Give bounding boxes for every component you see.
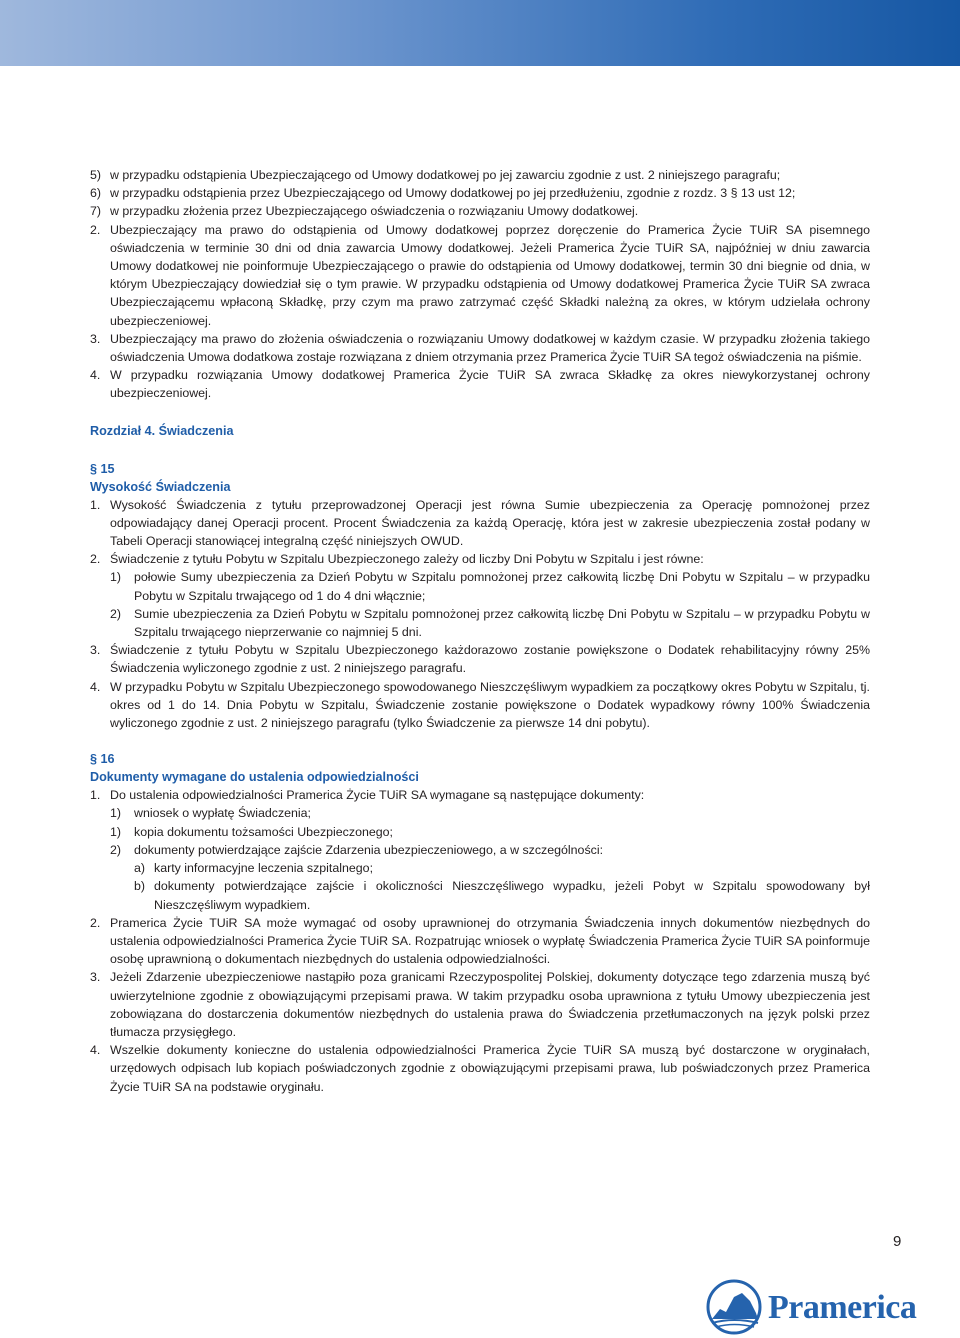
item-number: 1. (90, 497, 101, 512)
sub-list-item (90, 605, 870, 641)
item-text: Ubezpieczający ma prawo do złożenia oświadczenia o rozwiązaniu Umowy dodatkowej w każdym czasie. W przypadku złożenia takiego oświadczenia Umowa dodatkowa zostaje rozwiązana z dniem otrzymania przez Pramerica Życie TUiR SA tegoż oświadczenia na piśmie. (110, 331, 870, 365)
item-text: Pramerica Życie TUiR SA może wymagać od osoby uprawnionej do otrzymania Świadczenia innych dokumentów niezbędnych do ustalenia odpowiedzialności Pramerica Życie TUiR SA. Rozpatrując wniosek o wypłatę Świadczenia Pramerica Życie TUiR SA poinformuje osobę uprawnioną o dokumentach niezbędnych do ustalenia odpowiedzialności. (110, 915, 870, 967)
sub-sub-list-item (90, 877, 870, 913)
list-item (90, 496, 870, 551)
list-item (90, 550, 870, 568)
item-number: 2) (110, 842, 122, 857)
item-text: w przypadku odstąpienia Ubezpieczającego od Umowy dodatkowej po jej zawarciu zgodnie z ust. 2 niniejszego paragrafu; (110, 168, 781, 182)
logo-text: Pramerica (768, 1289, 917, 1326)
section-15-number: § 15 (90, 461, 115, 476)
list-item (90, 914, 870, 969)
item-text: Ubezpieczający ma prawo do odstąpienia od Umowy dodatkowej poprzez doręczenie do Pramerica Życie TUiR SA pisemnego oświadczenia w terminie 30 dni od dnia zawarcia Umowy dodatkowej. Jeżeli Pramerica Życie TUiR SA, najpóźniej w dniu zawarcia Umowy dodatkowej nie poinformuje Ubezpieczającego o prawie do odstąpienia od Umowy dodatkowej, termin 30 dni biegnie od dnia, w którym Ubezpieczający dowiedział się o tym prawie. W przypadku odstąpienia od Umowy dodatkowej Pramerica Życie TUiR SA zwraca Ubezpieczającemu wpłaconą Składkę, przy czym ma prawo zatrzymać część Składki należną za okres, w którym udzielała ochrony ubezpieczeniowej. (110, 222, 870, 328)
item-number: 4. (90, 1043, 101, 1058)
item-text: Świadczenie z tytułu Pobytu w Szpitalu Ubezpieczonego każdorazowo zostanie powiększone o Dodatek rehabilitacyjny równy 25% Świadczenia wyliczonego zgodnie z ust. 2 niniejszego paragrafu. (110, 643, 870, 676)
item-number: 3. (90, 331, 101, 346)
list-item (90, 202, 870, 220)
top-list (90, 166, 870, 221)
item-text: Sumie ubezpieczenia za Dzień Pobytu w Szpitalu pomnożonej przez całkowitą liczbę Dni Pobytu w Szpitalu – w przypadku Pobytu w Szpitalu trwającego nieprzerwanie co najmniej 5 dni. (134, 606, 870, 640)
list-item (90, 968, 870, 1041)
item-text: dokumenty potwierdzające zajście i okoliczności Nieszczęśliwego wypadku, jeżeli Pobyt w Szpitalu spowodowany był Nieszczęśliwym wypadkiem. (154, 879, 870, 912)
sub-list-item (90, 823, 870, 841)
list-item (90, 678, 870, 733)
list-item (90, 184, 870, 202)
item-number: 4. (90, 679, 101, 694)
item-number: 3. (90, 643, 101, 658)
section-16-title: Dokumenty wymagane do ustalenia odpowiedzialności (90, 770, 419, 785)
item-text: kopia dokumentu tożsamości Ubezpieczonego; (134, 824, 393, 839)
item-number: 2. (90, 915, 101, 930)
list-item (90, 166, 870, 184)
item-text: w przypadku odstąpienia przez Ubezpieczającego od Umowy dodatkowej po jej przedłużeniu, zgodnie z rozdz. 3 § 13 ust 12; (110, 186, 796, 201)
chapter-title: Rozdział 4. Świadczenia (90, 423, 234, 438)
item-text: dokumenty potwierdzające zajście Zdarzenia ubezpieczeniowego, a w szczególności: (134, 842, 604, 857)
item-text: W przypadku rozwiązania Umowy dodatkowej Pramerica Życie TUiR SA zwraca Składkę za okres niewykorzystanej ochrony ubezpieczeniowej. (110, 368, 870, 401)
main-list (90, 221, 870, 403)
list-item (90, 641, 870, 677)
list-item (90, 330, 870, 366)
header-band (0, 0, 960, 66)
item-text: Świadczenie z tytułu Pobytu w Szpitalu Ubezpieczonego zależy od liczby Dni Pobytu w Szpitalu i jest równe: (110, 552, 704, 567)
section-15-title: Wysokość Świadczenia (90, 479, 231, 494)
pramerica-logo (706, 1279, 936, 1335)
item-text: Wszelkie dokumenty konieczne do ustalenia odpowiedzialności Pramerica Życie TUiR SA muszą być dostarczone w oryginałach, urzędowych odpisach lub kopiach poświadczonych zgodnie z obowiązującymi przepisami prawa, lub poświadczonych przez Pramerica Życie TUiR SA na podstawie oryginału. (110, 1043, 870, 1094)
item-text: Jeżeli Zdarzenie ubezpieczeniowe nastąpiło poza granicami Rzeczypospolitej Polskiej, dokumenty dotyczące tego zdarzenia muszą być uwierzytelnione zgodnie z obowiązującymi przepisami prawa. W takim przypadku osoba uprawniona z tytułu Umowy ubezpieczenia jest zobowiązana do dostarczenia dokumentów niezbędnych do ustalenia prawa do Świadczenia przetłumaczonych na język polski przez tłumacza przysięgłego. (110, 970, 870, 1039)
item-number: 5) (90, 168, 102, 182)
sub-list-item (90, 804, 870, 822)
item-number: 6) (90, 186, 102, 201)
item-number: 1) (110, 806, 122, 821)
list-item (90, 786, 870, 804)
item-number: 3. (90, 970, 101, 985)
item-text: w przypadku złożenia przez Ubezpieczającego oświadczenia o rozwiązaniu Umowy dodatkowej. (110, 204, 639, 219)
page-number: 9 (893, 1233, 902, 1250)
document-body (90, 166, 870, 1096)
item-number: 2. (90, 552, 101, 567)
sub-list-item (90, 841, 870, 859)
sub-list-item (90, 568, 870, 604)
item-text: Do ustalenia odpowiedzialności Pramerica Życie TUiR SA wymagane są następujące dokumenty: (110, 788, 645, 803)
item-number: 1. (90, 788, 101, 803)
item-text: wniosek o wypłatę Świadczenia; (134, 806, 312, 821)
item-number: 7) (90, 204, 102, 219)
list-item (90, 221, 870, 330)
rock-of-gibraltar-icon (706, 1279, 764, 1335)
item-text: połowie Sumy ubezpieczenia za Dzień Pobytu w Szpitalu pomnożonej przez całkowitą liczbę Dni Pobytu w Szpitalu – w przypadku Pobytu w Szpitalu trwającego od 1 do 4 dni włącznie; (134, 570, 870, 603)
item-text: karty informacyjne leczenia szpitalnego; (154, 861, 374, 876)
item-number: a) (134, 861, 146, 876)
item-number: 4. (90, 368, 101, 383)
list-item (90, 366, 870, 402)
item-number: 2) (110, 606, 122, 621)
item-text: W przypadku Pobytu w Szpitalu Ubezpieczonego spowodowanego Nieszczęśliwym wypadkiem za początkowy okres Pobytu w Szpitalu, tj. okres od 1 do 14. Dnia Pobytu w Szpitalu, Świadczenie zostanie powiększone o Dodatek wypadkowy równy 100% Świadczenia wyliczonego zgodnie z ust. 2 niniejszego paragrafu (tylko Świadczenie za pierwsze 14 dni pobytu). (110, 679, 870, 731)
item-number: 2. (90, 222, 101, 237)
section-16-number: § 16 (90, 752, 115, 767)
list-item (90, 1041, 870, 1096)
sub-sub-list-item (90, 859, 870, 877)
item-number: 1) (110, 824, 122, 839)
item-number: 1) (110, 570, 122, 585)
item-number: b) (134, 879, 146, 894)
item-text: Wysokość Świadczenia z tytułu przeprowadzonej Operacji jest równa Sumie ubezpieczenia za Operację pomnożonej przez odpowiadający danej Operacji procent. Procent Świadczenia za każdą Operację, która jest w zakresie ubezpieczenia został podany w Tabeli Operacji stanowiącej integralną część niniejszych OWUD. (110, 497, 870, 549)
